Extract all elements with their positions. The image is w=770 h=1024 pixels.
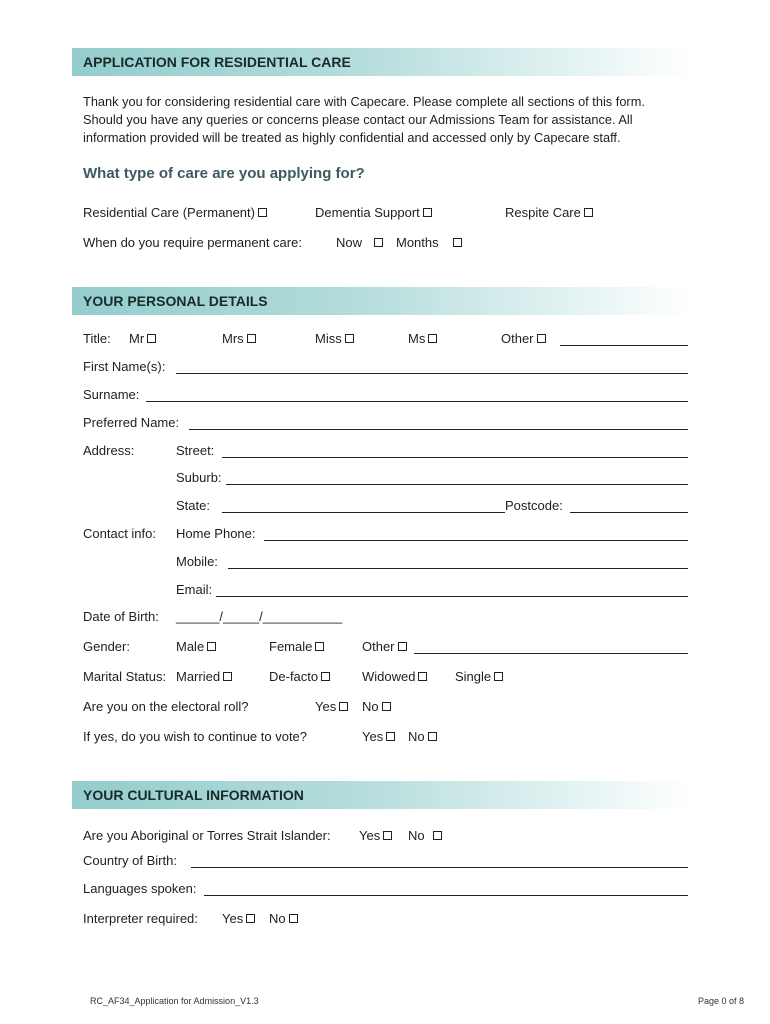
street-label: Street:: [176, 443, 215, 458]
mobile-label: Mobile:: [176, 554, 218, 569]
gender-male[interactable]: [176, 639, 216, 654]
address-label: Address:: [83, 443, 135, 458]
checkbox[interactable]: [382, 702, 391, 711]
checkbox[interactable]: [321, 672, 330, 681]
gender-other[interactable]: [362, 639, 407, 654]
interpreter-label: Interpreter required:: [83, 911, 198, 926]
checkbox[interactable]: [207, 642, 216, 651]
dob-label: Date of Birth:: [83, 609, 159, 624]
option-label: Other: [501, 331, 534, 346]
vote-label: If yes, do you wish to continue to vote?: [83, 729, 308, 744]
checkbox[interactable]: [423, 208, 432, 217]
email-field[interactable]: [216, 596, 688, 597]
checkbox[interactable]: [418, 672, 427, 681]
checkbox[interactable]: [315, 642, 324, 651]
option-label: Yes: [359, 828, 381, 843]
option-label: No: [362, 699, 379, 714]
option-label: Male: [176, 639, 205, 654]
checkbox[interactable]: [584, 208, 593, 217]
email-label: Email:: [176, 582, 213, 597]
option-respite-care[interactable]: [505, 205, 593, 220]
marital-widowed[interactable]: [362, 669, 427, 684]
preferred-name-field[interactable]: [189, 429, 688, 430]
section-title: APPLICATION FOR RESIDENTIAL CARE: [83, 54, 351, 70]
surname-label: Surname:: [83, 387, 140, 402]
section-banner-personal: [72, 287, 692, 315]
title-other[interactable]: [501, 331, 546, 346]
option-months[interactable]: [396, 235, 462, 250]
languages-field[interactable]: [204, 895, 688, 896]
care-type-heading: What type of care are you applying for?: [83, 165, 365, 182]
checkbox[interactable]: [453, 238, 462, 247]
languages-label: Languages spoken:: [83, 881, 197, 896]
option-label: Yes: [222, 911, 244, 926]
first-name-label: First Name(s):: [83, 359, 166, 374]
option-label: No: [269, 911, 286, 926]
suburb-label: Suburb:: [176, 470, 222, 485]
checkbox[interactable]: [383, 831, 392, 840]
title-mrs[interactable]: [222, 331, 256, 346]
section-title: YOUR CULTURAL INFORMATION: [83, 787, 304, 803]
home-phone-field[interactable]: [264, 540, 688, 541]
interpreter-yes[interactable]: [222, 911, 255, 926]
home-phone-label: Home Phone:: [176, 526, 256, 541]
section-banner-cultural: [72, 781, 692, 809]
option-label: Married: [176, 669, 221, 684]
vote-yes[interactable]: [362, 729, 395, 744]
option-label: Single: [455, 669, 492, 684]
electoral-no[interactable]: [362, 699, 391, 714]
option-dementia-support[interactable]: [315, 205, 432, 220]
checkbox[interactable]: [374, 238, 383, 247]
section-banner-application: [72, 48, 692, 76]
title-other-field[interactable]: [560, 345, 688, 346]
checkbox[interactable]: [147, 334, 156, 343]
footer-doc-id: RC_AF34_Application for Admission_V1.3: [90, 996, 259, 1006]
postcode-label: Postcode:: [505, 498, 563, 513]
country-label: Country of Birth:: [83, 853, 177, 868]
option-label: Miss: [315, 331, 342, 346]
state-field[interactable]: [222, 512, 505, 513]
mobile-field[interactable]: [228, 568, 688, 569]
first-name-field[interactable]: [176, 373, 688, 374]
option-label: Yes: [362, 729, 384, 744]
gender-female[interactable]: [269, 639, 324, 654]
gender-label: Gender:: [83, 639, 130, 654]
checkbox[interactable]: [428, 732, 437, 741]
checkbox[interactable]: [428, 334, 437, 343]
suburb-field[interactable]: [226, 484, 688, 485]
checkbox[interactable]: [537, 334, 546, 343]
interpreter-no[interactable]: [269, 911, 298, 926]
intro-line: Should you have any queries or concerns please contact our Admissions Team for assistance. All: [83, 112, 633, 127]
option-label: Mr: [129, 331, 145, 346]
marital-label: Marital Status:: [83, 669, 167, 684]
option-label: Dementia Support: [315, 205, 420, 220]
option-label: Now: [336, 235, 363, 250]
option-label: No: [408, 828, 425, 843]
checkbox[interactable]: [258, 208, 267, 217]
intro-line: Thank you for considering residential care with Capecare. Please complete all sections of this form.: [83, 94, 645, 109]
marital-married[interactable]: [176, 669, 232, 684]
when-label: When do you require permanent care:: [83, 235, 302, 250]
section-title: YOUR PERSONAL DETAILS: [83, 293, 268, 309]
option-label: Other: [362, 639, 395, 654]
checkbox[interactable]: [494, 672, 503, 681]
surname-field[interactable]: [146, 401, 688, 402]
title-ms[interactable]: [408, 331, 437, 346]
option-label: Respite Care: [505, 205, 581, 220]
option-label: No: [408, 729, 425, 744]
contact-label: Contact info:: [83, 526, 156, 541]
checkbox[interactable]: [339, 702, 348, 711]
gender-other-field[interactable]: [414, 653, 688, 654]
state-label: State:: [176, 498, 210, 513]
checkbox[interactable]: [386, 732, 395, 741]
checkbox[interactable]: [433, 831, 442, 840]
option-label: Months: [396, 235, 439, 250]
option-label: Female: [269, 639, 313, 654]
checkbox[interactable]: [223, 672, 232, 681]
checkbox[interactable]: [345, 334, 354, 343]
option-label: Ms: [408, 331, 426, 346]
option-now[interactable]: [336, 235, 383, 250]
aboriginal-label: Are you Aboriginal or Torres Strait Islander:: [83, 828, 331, 843]
option-label: Yes: [315, 699, 337, 714]
street-field[interactable]: [222, 457, 688, 458]
intro-paragraph: [83, 93, 703, 147]
option-label: De-facto: [269, 669, 319, 684]
electoral-label: Are you on the electoral roll?: [83, 699, 249, 714]
title-mr[interactable]: [129, 331, 156, 346]
intro-line: information provided will be treated as highly confidential and accessed only by Capecare staff.: [83, 130, 621, 145]
footer-page-number: Page 0 of 8: [698, 996, 745, 1006]
checkbox[interactable]: [289, 914, 298, 923]
option-label: Mrs: [222, 331, 244, 346]
preferred-name-label: Preferred Name:: [83, 415, 180, 430]
dob-field[interactable]: ______/_____/___________: [176, 609, 343, 624]
marital-defacto[interactable]: [269, 669, 330, 684]
aboriginal-yes[interactable]: [359, 828, 392, 843]
checkbox[interactable]: [398, 642, 407, 651]
postcode-field[interactable]: [570, 512, 688, 513]
checkbox[interactable]: [247, 334, 256, 343]
electoral-yes[interactable]: [315, 699, 348, 714]
title-label: Title:: [83, 331, 111, 346]
aboriginal-no[interactable]: [408, 828, 442, 843]
checkbox[interactable]: [246, 914, 255, 923]
marital-single[interactable]: [455, 669, 503, 684]
option-residential-care[interactable]: [83, 205, 267, 220]
country-field[interactable]: [191, 867, 688, 868]
title-miss[interactable]: [315, 331, 354, 346]
vote-no[interactable]: [408, 729, 437, 744]
option-label: Residential Care (Permanent): [83, 205, 255, 220]
option-label: Widowed: [362, 669, 416, 684]
